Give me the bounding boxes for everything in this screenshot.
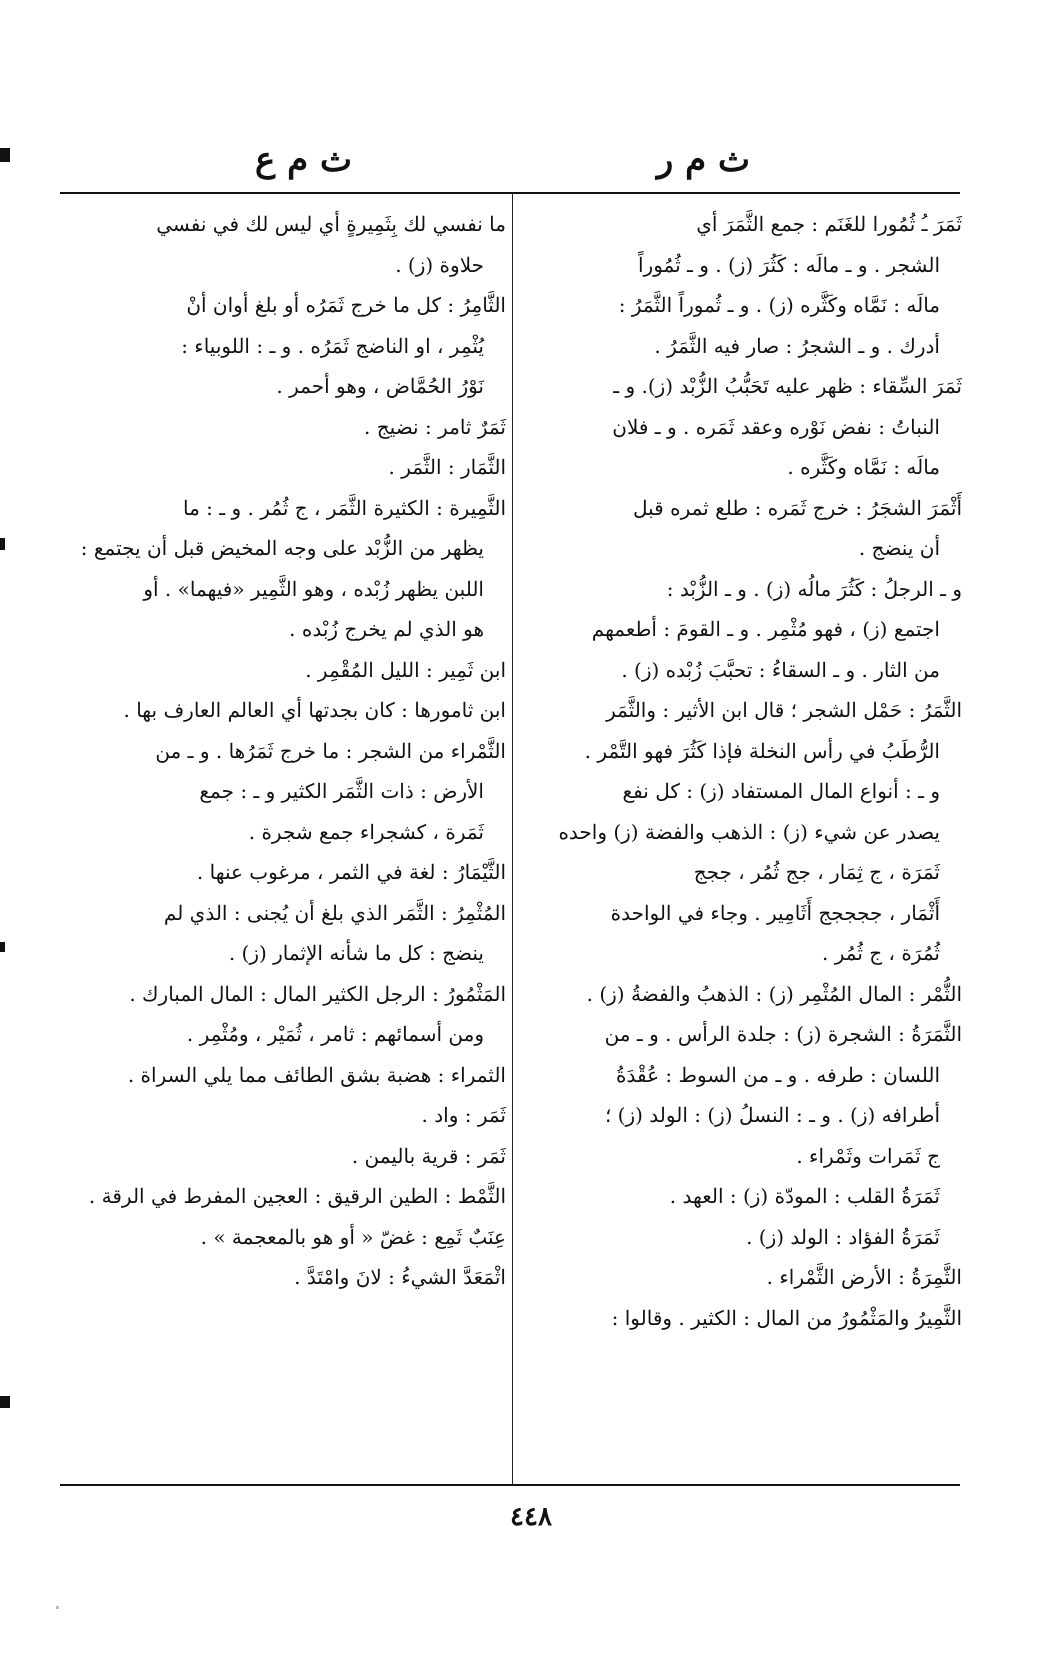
dictionary-line: الثَّيْمَارُ : لغة في الثمر ، مرغوب عنها . xyxy=(196,860,506,884)
margin-mark xyxy=(0,1396,10,1408)
dictionary-line: مالَه : نَمَّاه وكَثَّره (ز) . و ـ ثُموراً الثَّمَرُ : xyxy=(618,293,940,317)
dictionary-line: أدرك . و ـ الشجرُ : صار فيه الثَّمَرُ . xyxy=(654,333,940,358)
dictionary-line: و ـ : أنواع المال المستفاد (ز) : كل نفع xyxy=(622,779,940,803)
header-right-title: ث م ر xyxy=(656,140,750,180)
dictionary-line: ثَمَر : قرية باليمن . xyxy=(351,1143,506,1168)
dictionary-line: ما نفسي لك بِثَمِيرةٍ أي ليس لك في نفسي xyxy=(156,212,506,236)
dictionary-line: هو الذي لم يخرج زُبْده . xyxy=(289,617,484,641)
dictionary-line: المُثْمِرُ : الثَّمَر الذي بلغ أن يُجنى : الذي لم xyxy=(163,900,506,925)
dictionary-line: ثَمَرَةُ القلب : المودّة (ز) : العهد . xyxy=(669,1184,940,1208)
dictionary-line: نَوْرُ الحُمَّاض ، وهو أحمر . xyxy=(276,374,484,398)
dictionary-line: مالَه : نَمَّاه وكَثَّره . xyxy=(787,455,940,479)
dictionary-line: ج ثَمَرات وثَمْراء . xyxy=(796,1143,940,1168)
dictionary-line: أن ينضج . xyxy=(858,536,940,560)
left-column xyxy=(62,204,506,1298)
margin-mark xyxy=(0,148,10,162)
page-number: ٤٤٨ xyxy=(510,1502,552,1532)
dictionary-line: عِنَبٌ ثَمِع : غضّ « أو هو بالمعجمة » . xyxy=(200,1224,506,1249)
dictionary-line: الثَّامِرُ : كل ما خرج ثَمَرُه أو بلغ أوان أنْ xyxy=(186,293,506,317)
dictionary-line: الثَّمْط : الطين الرقيق : العجين المفرط في الرقة . xyxy=(88,1184,506,1208)
dictionary-line: ابن ثَمِير : الليل المُقْمِر . xyxy=(305,657,506,682)
dictionary-line: الرُّطَبُ في رأس النخلة فإذا كَثُرَ فهو التَّمْر . xyxy=(584,738,940,763)
dictionary-line: يظهر من الزُّبْد على وجه المخيض قبل أن يجتمع : xyxy=(80,536,484,560)
right-column xyxy=(554,204,962,1338)
dictionary-line: ثَمَرَةُ الفؤاد : الولد (ز) . xyxy=(746,1224,940,1249)
dictionary-line: الثَّمِيرة : الكثيرة الثَّمَر ، ج ثُمُر . و ـ : ما xyxy=(183,495,506,520)
bottom-rule xyxy=(60,1484,960,1486)
dictionary-line: الثمراء : هضبة بشق الطائف مما يلي السراة . xyxy=(127,1062,506,1087)
top-rule xyxy=(60,192,960,194)
dictionary-line: المَثْمُورُ : الرجل الكثير المال : المال المبارك . xyxy=(129,981,506,1006)
header-left-title: ث م ع xyxy=(255,140,353,180)
dictionary-line: ثَمَرَ ـُ ثُمُورا للغَنَم : جمع الثَّمَرَ أي xyxy=(696,212,962,236)
dictionary-line: حلاوة (ز) . xyxy=(395,252,484,277)
dictionary-line: الثَّمَرُ : حَمْل الشجر ؛ قال ابن الأثير : والثَّمَر xyxy=(606,698,962,722)
dictionary-line: ثَمَرَة ، ج ثِمَار ، جج ثُمُر ، ججج xyxy=(693,860,940,884)
dictionary-line: أطرافه (ز) . و ـ : النسلُ (ز) : الولد (ز) ؛ xyxy=(604,1103,940,1127)
margin-mark xyxy=(0,942,5,952)
dictionary-line: ابن ثامورها : كان بجدتها أي العالم العارف بها . xyxy=(123,698,506,722)
dictionary-line: الأرض : ذات الثَّمَر الكثير و ـ : جمع xyxy=(199,779,484,803)
dictionary-line: من الثار . و ـ السقاءُ : تحبَّبَ زُبْده (ز) . xyxy=(621,657,940,682)
dictionary-line: الشجر . و ـ مالَه : كَثُرَ (ز) . و ـ ثُمُوراً xyxy=(637,252,940,277)
dictionary-line: اثْمَعَدَّ الشيءُ : لانَ وامْتَدَّ . xyxy=(294,1265,506,1289)
dictionary-line: ثَمَرة ، كشجراء جمع شجرة . xyxy=(248,819,484,844)
dictionary-line: اجتمع (ز) ، فهو مُثْمِر . و ـ القومَ : أطعمهم xyxy=(591,617,940,641)
dictionary-line: اللسان : طرفه . و ـ من السوط : عُقْدَةُ xyxy=(616,1062,940,1087)
page-header xyxy=(60,140,960,190)
dictionary-line: ثَمَرَ السِّقاء : ظهر عليه تَحَبُّبُ الزُّبْد (ز). و ـ xyxy=(613,374,962,398)
dictionary-line: يصدر عن شيء (ز) : الذهب والفضة (ز) واحده xyxy=(558,819,940,844)
dictionary-line: الثَّمْراء من الشجر : ما خرج ثَمَرُها . و ـ من xyxy=(155,738,506,763)
dictionary-line: و ـ الرجلُ : كَثُرَ مالُه (ز) . و ـ الزُّبْد : xyxy=(666,576,962,601)
scan-smudge xyxy=(56,1606,59,1609)
dictionary-line: أَثْمَرَ الشجَرُ : خرج ثَمَره : طلع ثمره قبل xyxy=(632,495,962,520)
dictionary-line: يُثْمِر ، او الناضج ثَمَرُه . و ـ : اللوبياء : xyxy=(181,333,484,358)
dictionary-line: اللبن يظهر زُبْده ، وهو الثَّمِير «فيهما» . أو xyxy=(143,576,484,601)
column-divider xyxy=(512,194,513,1484)
dictionary-line: الثَّمَار : الثَّمَر . xyxy=(388,455,506,479)
dictionary-line: النباتُ : نفض نَوْره وعقد ثَمَره . و ـ فلان xyxy=(612,414,940,439)
margin-mark xyxy=(0,538,5,550)
dictionary-line: ثَمَرٌ ثامر : نضيج . xyxy=(364,414,506,439)
dictionary-line: الثَّمَرَةُ : الشجرة (ز) : جلدة الرأس . و ـ من xyxy=(604,1022,962,1046)
dictionary-line: الثُّمْر : المال المُثْمِر (ز) : الذهبُ والفضةُ (ز) . xyxy=(586,981,962,1006)
dictionary-line: أَثْمَار ، ججججج أَثَامِير . وجاء في الواحدة xyxy=(610,900,940,925)
dictionary-line: الثَّمِيرُ والمَثْمُورُ من المال : الكثير . وقالوا : xyxy=(611,1305,962,1330)
dictionary-line: ثَمَر : واد . xyxy=(421,1103,506,1127)
dictionary-line: ينضج : كل ما شأنه الإثمار (ز) . xyxy=(228,941,484,965)
dictionary-line: ثُمُرَة ، ج ثُمُر . xyxy=(822,941,940,965)
dictionary-line: الثَّمِرَةُ : الأرض الثَّمْراء . xyxy=(766,1265,962,1289)
dictionary-line: ومن أسمائهم : ثامر ، ثُمَيْر ، ومُثْمِر . xyxy=(186,1022,484,1046)
